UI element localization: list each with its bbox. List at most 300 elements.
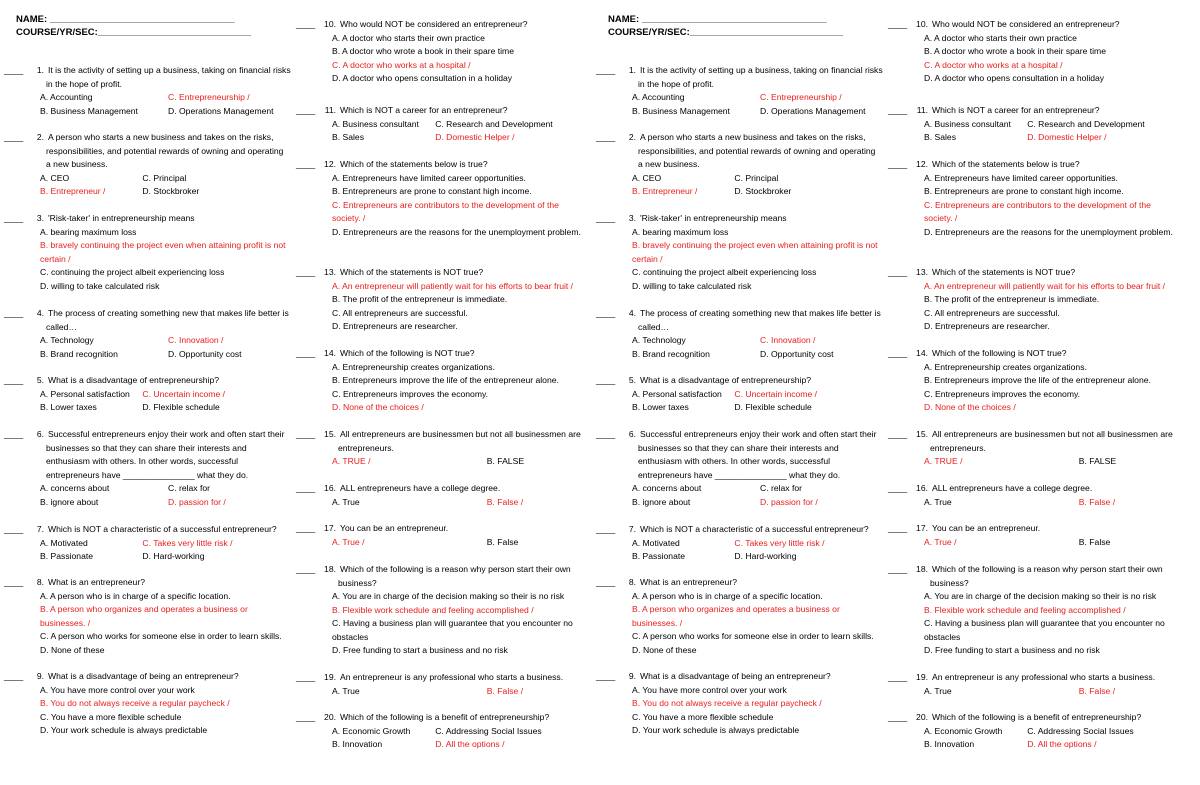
question-12 [888,158,1182,239]
answer-option: B. A doctor who wrote a book in their spare time [332,46,514,56]
answer-option: B. Passionate [632,551,686,561]
answer-option: C. You have a more flexible schedule [40,711,182,722]
question-3 [4,212,296,293]
question-17 [888,522,1182,549]
question-11 [888,104,1182,145]
answer-options [888,725,1182,752]
question-line [596,307,888,321]
answer-option: C. Addressing Social Issues [1027,725,1134,736]
question-16 [888,482,1182,509]
answer-option: B. Business Management [632,105,730,116]
answer-option: C. Research and Development [1027,118,1145,129]
answer-option-marked: A. TRUE / [332,456,371,466]
question-text: A person who starts a new business and takes on the risks, [640,132,866,142]
answer-option: B. Entrepreneurs are prone to constant high income. [332,186,532,196]
question-line [4,670,296,684]
question-line [596,64,888,78]
question-20 [296,711,590,752]
answer-options [4,590,296,658]
question-line [296,482,590,496]
answer-option-marked: B. False / [486,496,524,507]
question-number: 12. [916,159,928,169]
question-number: 4. [36,308,44,318]
question-text: Which of the following is a benefit of entrepreneurship? [932,712,1142,722]
question-text: Which of the statements below is true? [340,159,488,169]
answer-option-marked: D. None of the choices / [924,402,1016,412]
answer-option: D. Flexible schedule [734,402,812,412]
answer-option: D. willing to take calculated risk [632,280,752,291]
answer-option: A. bearing maximum loss [632,226,729,237]
answer-option: D. Flexible schedule [142,402,220,412]
question-number: 2. [628,132,636,142]
question-text: ALL entrepreneurs have a college degree. [932,483,1093,493]
question-9 [596,670,888,738]
answer-blank[interactable]: ____ [888,267,908,277]
question-line [888,18,1182,32]
answer-options [596,172,888,199]
answer-option-marked: C. A doctor who works at a hospital / [924,59,1063,70]
quiz-page-right [592,14,1182,784]
question-line [596,576,888,590]
answer-option-marked: C. Entrepreneurship / [168,92,250,102]
answer-blank[interactable]: ____ [4,577,24,587]
question-8 [596,576,888,657]
quiz-column-1 [4,14,296,39]
answer-option: B. False [1078,536,1111,547]
question-text-continued: business? [338,577,377,588]
answer-options [4,172,296,199]
answer-options [4,388,296,415]
answer-option: A. A person who is in charge of a specific location. [40,590,231,601]
question-text-continued: entrepreneurs have _______________ what they do. [638,469,841,480]
question-line [888,266,1182,280]
answer-option: C. relax for [760,483,803,493]
answer-option-marked: B. False / [1078,496,1116,507]
answer-blank[interactable]: ____ [596,524,616,534]
question-line [4,576,296,590]
answer-blank[interactable]: ____ [296,672,316,682]
question-text-continued: called… [46,321,78,332]
answer-blank[interactable]: ____ [888,483,908,493]
question-line [296,266,590,280]
question-text: It is the activity of setting up a business, taking on financial risks [48,65,291,75]
answer-option: A. True [332,685,360,696]
question-text-continued: businesses so that they can share their interests and [46,442,247,453]
answer-options [296,685,590,699]
answer-blank[interactable]: ____ [4,375,24,385]
answer-blank[interactable]: ____ [4,213,24,223]
question-number: 4. [628,308,636,318]
answer-option: A. concerns about [40,483,110,493]
answer-option: D. None of these [40,644,105,655]
question-text: Which of the following is NOT true? [340,348,475,358]
answer-blank[interactable]: ____ [4,132,24,142]
question-number: 6. [36,429,44,439]
answer-blank[interactable]: ____ [888,159,908,169]
answer-option: D. Free funding to start a business and no risk [332,645,508,655]
answer-blank[interactable]: ____ [296,267,316,277]
question-number: 18. [324,564,336,574]
answer-option: A. Personal satisfaction [40,388,130,399]
answer-blank[interactable]: ____ [888,712,908,722]
answer-option-marked: C. Entrepreneurship / [760,92,842,102]
question-13 [888,266,1182,334]
answer-options [888,685,1182,699]
answer-option-marked: B. You do not always receive a regular paycheck / [40,698,230,708]
question-number: 1. [628,65,636,75]
question-19 [888,671,1182,698]
answer-options [4,91,296,118]
answer-option: D. Your work schedule is always predictable [40,725,208,735]
answer-option: C. Addressing Social Issues [435,725,542,736]
question-12 [296,158,590,239]
question-line [296,347,590,361]
answer-blank[interactable]: ____ [4,65,24,75]
answer-option: C. Having a business plan will guarantee that you encounter no obstacles [332,618,573,642]
answer-option: B. A doctor who wrote a book in their spare time [924,46,1106,56]
answer-options [888,496,1182,510]
question-number: 18. [916,564,928,574]
answer-blank[interactable]: ____ [888,19,908,29]
answer-options [296,361,590,415]
answer-option: A. A doctor who starts their own practice [332,32,485,43]
answer-option: D. Hard-working [734,551,797,561]
question-number: 11. [324,105,336,115]
answer-option: A. You are in charge of the decision making so their is no risk [332,591,565,601]
question-line [296,671,590,685]
question-number: 8. [36,577,44,587]
answer-option: C. Entrepreneurs improves the economy. [924,388,1081,399]
answer-blank[interactable]: ____ [296,19,316,29]
question-19 [296,671,590,698]
question-text: Which is NOT a characteristic of a successful entrepreneur? [48,524,277,534]
question-text-continued: entrepreneurs. [930,442,986,453]
answer-option: C. Research and Development [435,118,553,129]
answer-blank[interactable]: ____ [596,577,616,587]
answer-blank[interactable]: ____ [596,132,616,142]
answer-option-marked: A. An entrepreneur will patiently wait for his efforts to bear fruit / [332,280,574,291]
question-line [888,104,1182,118]
course-field-label: COURSE/YR/SEC:_____________________________ [16,26,252,38]
answer-option-marked: A. True / [332,536,365,547]
answer-option: D. A doctor who opens consultation in a holiday [924,73,1105,83]
question-text-continued: responsibilities, and potential rewards of owning and operating [638,145,876,156]
answer-option: D. Operations Management [168,105,274,116]
answer-option: B. Lower taxes [40,402,97,412]
answer-options [296,536,590,550]
question-text-continued: enthusiasm with others. In other words, successful [46,456,239,466]
answer-option: A. bearing maximum loss [40,226,137,237]
answer-option: B. Entrepreneurs improve the life of the entrepreneur alone. [332,375,559,385]
answer-options [596,684,888,738]
question-6 [4,428,296,509]
answer-blank[interactable]: ____ [4,308,24,318]
answer-option-marked: B. False / [486,685,524,696]
answer-option: B. ignore about [632,496,691,507]
answer-options [888,280,1182,334]
question-number: 14. [916,348,928,358]
answer-option: C. Principal [142,172,187,183]
question-text: What is an entrepreneur? [48,577,145,587]
answer-options [296,725,590,752]
question-line [596,428,888,442]
answer-blank[interactable]: ____ [888,105,908,115]
question-number: 13. [916,267,928,277]
answer-option-marked: B. Flexible work schedule and feeling accomplished / [924,604,1126,615]
answer-blank[interactable]: ____ [296,712,316,722]
answer-option: C. Principal [734,172,779,183]
question-line [4,428,296,442]
answer-blank[interactable]: ____ [888,348,908,358]
question-text: Which is NOT a career for an entrepreneur? [932,105,1100,115]
answer-options [296,172,590,240]
question-text: All entrepreneurs are businessmen but not all businessmen are [932,429,1173,439]
question-number: 20. [324,712,336,722]
answer-option-marked: D. Domestic Helper / [435,132,515,142]
question-line [296,104,590,118]
answer-options [296,496,590,510]
question-7 [596,523,888,564]
question-number: 20. [916,712,928,722]
answer-option: B. False [486,536,519,547]
answer-option-marked: C. Takes very little risk / [734,537,825,548]
answer-option: A. Business consultant [332,118,419,129]
question-line [888,563,1182,577]
question-line [296,711,590,725]
question-line [4,374,296,388]
answer-option: B. Entrepreneurs are prone to constant high income. [924,186,1124,196]
question-number: 3. [36,213,44,223]
answer-option: A. Accounting [632,92,685,102]
question-number: 7. [628,524,636,534]
answer-options [296,455,590,469]
question-5 [596,374,888,415]
question-text: What is a disadvantage of being an entrepreneur? [48,671,239,681]
answer-option-marked: B. bravely continuing the project even when attaining profit is not certain / [40,240,286,264]
answer-option-marked: D. None of the choices / [332,402,424,412]
answer-options [296,118,590,145]
question-text: 'Risk-taker' in entrepreneurship means [640,213,787,223]
question-text-continued: entrepreneurs have _______________ what they do. [46,469,249,480]
answer-blank[interactable]: ____ [596,375,616,385]
answer-option: A. CEO [40,172,70,183]
answer-options [596,334,888,361]
answer-option: B. Brand recognition [632,348,710,359]
answer-option: A. concerns about [632,483,702,493]
answer-blank[interactable]: ____ [888,429,908,439]
answer-option: A. Entrepreneurship creates organizations. [332,361,495,372]
question-text-continued: in the hope of profit. [46,78,122,89]
answer-option-marked: B. bravely continuing the project even when attaining profit is not certain / [632,240,878,264]
answer-option: D. Opportunity cost [760,348,834,359]
answer-options [888,32,1182,86]
answer-blank[interactable]: ____ [596,213,616,223]
answer-options [596,482,888,509]
question-text: What is a disadvantage of being an entrepreneur? [640,671,831,681]
answer-options [888,590,1182,658]
answer-options [296,590,590,658]
answer-blank[interactable]: ____ [596,671,616,681]
answer-option: D. Your work schedule is always predictable [632,725,800,735]
answer-option-marked: B. Entrepreneur / [632,186,698,196]
answer-option: C. A person who works for someone else in order to learn skills. [40,631,282,641]
question-text: Who would NOT be considered an entrepreneur? [340,19,528,29]
question-number: 6. [628,429,636,439]
question-number: 15. [916,429,928,439]
answer-option: C. A person who works for someone else in order to learn skills. [632,631,874,641]
answer-blank[interactable]: ____ [888,523,908,533]
question-text: What is a disadvantage of entrepreneurship? [48,375,220,385]
answer-blank[interactable]: ____ [888,672,908,682]
answer-option: B. FALSE [1078,456,1117,466]
answer-option: A. Personal satisfaction [632,388,722,399]
answer-option: B. The profit of the entrepreneur is immediate. [332,294,508,304]
answer-blank[interactable]: ____ [596,65,616,75]
answer-option-marked: D. passion for / [168,496,226,507]
answer-option-marked: B. You do not always receive a regular paycheck / [632,698,822,708]
answer-blank[interactable]: ____ [296,564,316,574]
answer-option-marked: A. TRUE / [924,456,963,466]
answer-blank[interactable]: ____ [4,429,24,439]
answer-blank[interactable]: ____ [296,348,316,358]
quiz-column-1 [596,14,888,39]
question-text: All entrepreneurs are businessmen but not all businessmen are [340,429,581,439]
question-3 [596,212,888,293]
answer-blank[interactable]: ____ [4,524,24,534]
answer-blank[interactable]: ____ [296,105,316,115]
question-line [888,428,1182,442]
question-text: The process of creating something new that makes life better is [640,308,881,318]
answer-option: A. Entrepreneurs have limited career opportunities. [924,172,1118,183]
question-10 [888,18,1182,86]
question-text-continued: a new business. [638,159,700,169]
question-13 [296,266,590,334]
answer-option-marked: D. All the options / [1027,739,1097,749]
answer-option-marked: B. A person who organizes and operates a business or businesses. / [40,604,248,628]
question-line [888,482,1182,496]
question-text-continued: businesses so that they can share their interests and [638,442,839,453]
answer-options [596,590,888,658]
question-number: 1. [36,65,44,75]
answer-option: C. All entrepreneurs are successful. [924,307,1060,318]
answer-blank[interactable]: ____ [296,429,316,439]
question-text: The process of creating something new that makes life better is [48,308,289,318]
answer-blank[interactable]: ____ [596,308,616,318]
question-20 [888,711,1182,752]
question-5 [4,374,296,415]
answer-option: B. The profit of the entrepreneur is immediate. [924,294,1100,304]
question-text: Who would NOT be considered an entrepreneur? [932,19,1120,29]
question-2 [596,131,888,199]
answer-options [4,537,296,564]
question-text: Successful entrepreneurs enjoy their work and often start their [640,429,877,439]
question-10 [296,18,590,86]
answer-option: A. True [924,496,952,507]
question-text-continued: enthusiasm with others. In other words, successful [638,456,831,466]
answer-option: C. Having a business plan will guarantee that you encounter no obstacles [924,618,1165,642]
answer-option: D. Stockbroker [734,186,792,196]
answer-options [4,334,296,361]
answer-option: D. Hard-working [142,551,205,561]
answer-option: A. Motivated [632,537,680,548]
question-number: 11. [916,105,928,115]
question-number: 3. [628,213,636,223]
question-number: 12. [324,159,336,169]
question-line [296,522,590,536]
answer-option-marked: C. A doctor who works at a hospital / [332,59,471,70]
answer-options [4,684,296,738]
answer-option-marked: D. All the options / [435,739,505,749]
question-14 [296,347,590,415]
question-number: 15. [324,429,336,439]
question-text: Which of the following is a reason why person start their own [932,564,1163,574]
answer-blank[interactable]: ____ [596,429,616,439]
question-line [4,131,296,145]
answer-blank[interactable]: ____ [296,523,316,533]
answer-option-marked: D. Domestic Helper / [1027,132,1107,142]
question-text: Which is NOT a career for an entrepreneur? [340,105,508,115]
question-text-continued: entrepreneurs. [338,442,394,453]
question-text: An entrepreneur is any professional who starts a business. [932,672,1156,682]
answer-option: A. Technology [632,335,686,345]
question-number: 17. [916,523,928,533]
answer-option: D. willing to take calculated risk [40,280,160,291]
question-number: 2. [36,132,44,142]
answer-option: D. Stockbroker [142,186,200,196]
answer-option: B. Lower taxes [632,402,689,412]
answer-option: B. Brand recognition [40,348,118,359]
question-8 [4,576,296,657]
answer-option: A. A person who is in charge of a specific location. [632,590,823,601]
answer-blank[interactable]: ____ [4,671,24,681]
answer-option-marked: C. Entrepreneurs are contributors to the development of the society. / [332,199,559,223]
question-text-continued: responsibilities, and potential rewards of owning and operating [46,145,284,156]
answer-options [596,388,888,415]
question-line [888,711,1182,725]
name-field-label: NAME: ___________________________________ [16,14,235,25]
answer-options [596,91,888,118]
question-line [4,212,296,226]
answer-option: D. Opportunity cost [168,348,242,359]
answer-options [888,455,1182,469]
answer-blank[interactable]: ____ [296,159,316,169]
question-line [888,347,1182,361]
answer-option-marked: C. Entrepreneurs are contributors to the development of the society. / [924,199,1151,223]
question-number: 8. [628,577,636,587]
question-15 [296,428,590,469]
answer-option: C. Entrepreneurs improves the economy. [332,388,489,399]
answer-options [296,280,590,334]
answer-blank[interactable]: ____ [296,483,316,493]
answer-blank[interactable]: ____ [888,564,908,574]
question-text: Which of the following is a benefit of entrepreneurship? [340,712,550,722]
answer-option: B. Passionate [40,551,94,561]
answer-option: A. CEO [632,172,662,183]
question-9 [4,670,296,738]
question-text-continued: business? [930,577,969,588]
question-text: An entrepreneur is any professional who starts a business. [340,672,564,682]
question-text: ALL entrepreneurs have a college degree. [340,483,501,493]
answer-option: D. Entrepreneurs are the reasons for the unemployment problem. [332,226,581,237]
question-11 [296,104,590,145]
question-text: Which of the statements is NOT true? [932,267,1076,277]
question-text: Which of the following is a reason why person start their own [340,564,571,574]
question-number: 19. [324,672,336,682]
answer-option: C. continuing the project albeit experiencing loss [632,267,817,277]
question-line [4,523,296,537]
question-number: 7. [36,524,44,534]
quiz-page-left [0,14,590,784]
